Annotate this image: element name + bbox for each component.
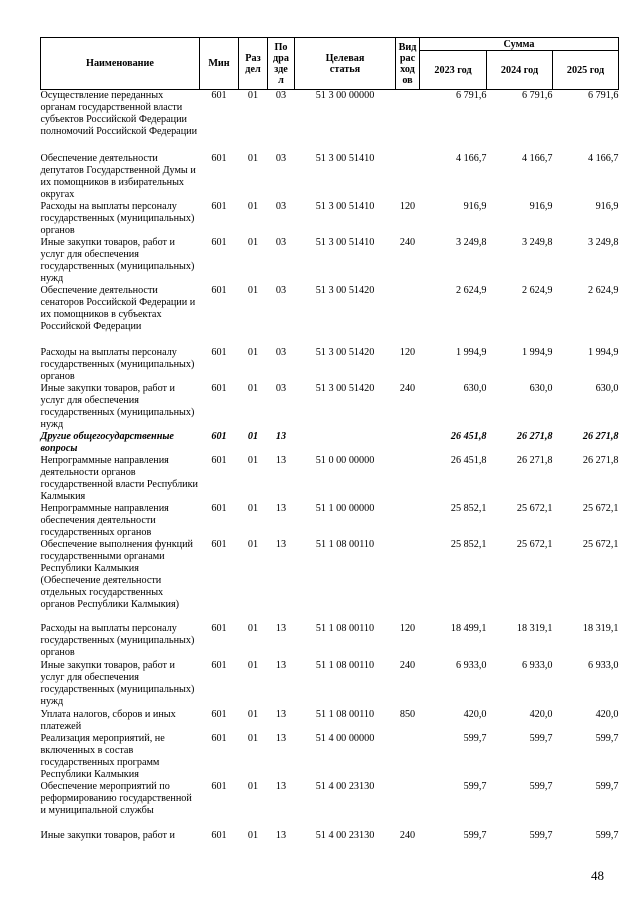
cell-name: Расходы на выплаты персоналу государственных (муниципальных) органов: [40, 622, 195, 658]
cell-2025: 26 271,8: [582, 454, 619, 466]
cell-name: Расходы на выплаты персоналу государственных (муниципальных) органов: [40, 200, 195, 236]
cell-razdel: 01: [247, 152, 259, 164]
cell-target: 51 3 00 51420: [315, 382, 375, 394]
cell-vid: 850: [399, 708, 416, 720]
cell-razdel: 01: [247, 454, 259, 466]
cell-min: 601: [211, 346, 227, 358]
table-row: [41, 201, 619, 237]
table-row: [41, 709, 619, 733]
cell-2024: 26 271,8: [516, 454, 553, 466]
budget-table: [40, 37, 619, 844]
cell-podrazdel: 13: [275, 780, 287, 792]
cell-podrazdel: 03: [275, 152, 287, 164]
cell-razdel: 01: [247, 538, 259, 550]
cell-razdel: 01: [247, 829, 259, 841]
cell-name: Иные закупки товаров, работ и услуг для обеспечения государственных (муниципальных) нужд: [40, 382, 195, 430]
cell-name: Непрограммные направления обеспечения деятельности государственных органов: [40, 502, 169, 538]
cell-name: Уплата налогов, сборов и иных платежей: [40, 708, 176, 732]
cell-target: 51 0 00 00000: [315, 454, 375, 466]
header-razdel: Раз дел: [239, 38, 268, 90]
cell-name: Иные закупки товаров, работ и услуг для обеспечения государственных (муниципальных) нужд: [40, 236, 195, 284]
cell-podrazdel: 13: [275, 502, 287, 514]
cell-vid: 240: [399, 829, 416, 841]
cell-2025: 1 994,9: [587, 346, 619, 358]
table-row: [41, 285, 619, 347]
header-sum: Сумма: [420, 38, 619, 51]
cell-2024: 25 672,1: [516, 538, 553, 550]
cell-2024: 25 672,1: [516, 502, 553, 514]
cell-razdel: 01: [247, 659, 259, 671]
cell-name: Обеспечение мероприятий по реформированию государственной и муниципальной службы: [40, 780, 192, 816]
table-header: [41, 38, 619, 90]
cell-min: 601: [211, 502, 227, 514]
cell-2025: 26 271,8: [582, 430, 619, 442]
cell-min: 601: [211, 284, 227, 296]
cell-2024: 6 933,0: [521, 659, 553, 671]
cell-razdel: 01: [247, 708, 259, 720]
cell-vid: [396, 733, 420, 781]
cell-razdel: 01: [247, 732, 259, 744]
cell-name: Обеспечение деятельности сенаторов Российской Федерации и их помощников в субъектах Российской Федерации: [40, 284, 196, 332]
cell-vid: [396, 539, 420, 623]
cell-target: 51 3 00 51420: [315, 346, 375, 358]
cell-2025: 599,7: [595, 780, 619, 792]
table-row: [41, 830, 619, 844]
cell-razdel: 01: [247, 346, 259, 358]
cell-2025: 6 933,0: [587, 659, 619, 671]
cell-min: 601: [211, 659, 227, 671]
cell-podrazdel: 13: [275, 454, 287, 466]
header-min: Мин: [200, 38, 239, 90]
cell-2025: 18 319,1: [582, 622, 619, 634]
cell-podrazdel: 13: [275, 430, 287, 442]
cell-target: 51 4 00 23130: [315, 829, 375, 841]
cell-name: Иные закупки товаров, работ и услуг для обеспечения государственных (муниципальных) нужд: [40, 659, 195, 707]
table-row: [41, 431, 619, 455]
cell-razdel: 01: [247, 236, 259, 248]
cell-target: 51 3 00 00000: [315, 90, 375, 101]
cell-vid: 240: [399, 236, 416, 248]
cell-2025: 6 791,6: [587, 90, 619, 101]
cell-vid: 120: [399, 346, 416, 358]
cell-2023: 25 852,1: [450, 538, 487, 550]
cell-min: 601: [211, 152, 227, 164]
cell-vid: 240: [399, 382, 416, 394]
cell-min: 601: [211, 236, 227, 248]
cell-2023: 2 624,9: [455, 284, 487, 296]
table-row: [41, 383, 619, 431]
table-row: [41, 539, 619, 623]
cell-razdel: 01: [247, 502, 259, 514]
header-name: Наименование: [41, 38, 200, 90]
cell-vid: [396, 455, 420, 503]
cell-min: 601: [211, 780, 227, 792]
cell-2025: 916,9: [595, 200, 619, 212]
cell-podrazdel: 13: [275, 829, 287, 841]
cell-2025: 630,0: [595, 382, 619, 394]
cell-2024: 6 791,6: [521, 90, 553, 101]
cell-vid: [396, 503, 420, 539]
cell-target: 51 1 08 00110: [315, 659, 375, 671]
cell-min: 601: [211, 622, 227, 634]
cell-podrazdel: 13: [275, 708, 287, 720]
cell-vid: 240: [399, 659, 416, 671]
cell-2025: 2 624,9: [587, 284, 619, 296]
cell-2023: 420,0: [463, 708, 487, 720]
table-row: [41, 733, 619, 781]
cell-vid: [396, 781, 420, 830]
cell-min: 601: [211, 829, 227, 841]
cell-podrazdel: 03: [275, 236, 287, 248]
header-podrazdel: По дра зде л: [268, 38, 295, 90]
cell-name: Обеспечение деятельности депутатов Государственной Думы и их помощников в избирательных округах: [40, 152, 196, 200]
cell-name: Непрограммные направления деятельности органов государственной власти Республики Калмыкия: [40, 454, 199, 502]
page-number: 48: [591, 868, 604, 883]
cell-target: 51 3 00 51410: [315, 200, 375, 212]
cell-target: 51 3 00 51410: [315, 152, 375, 164]
cell-target: 51 1 08 00110: [315, 708, 375, 720]
cell-2024: 26 271,8: [516, 430, 553, 442]
cell-2024: 599,7: [529, 732, 553, 744]
cell-2023: 18 499,1: [450, 622, 487, 634]
cell-2023: 1 994,9: [455, 346, 487, 358]
cell-2023: 25 852,1: [450, 502, 487, 514]
cell-2024: 916,9: [529, 200, 553, 212]
cell-2024: 599,7: [529, 829, 553, 841]
header-2025: 2025 год: [553, 51, 619, 90]
cell-2025: 420,0: [595, 708, 619, 720]
cell-razdel: 01: [247, 90, 259, 101]
header-2023: 2023 год: [420, 51, 487, 90]
cell-razdel: 01: [247, 430, 259, 442]
cell-2023: 599,7: [463, 829, 487, 841]
header-target: Целевая статья: [295, 38, 396, 90]
cell-2024: 4 166,7: [521, 152, 553, 164]
table-row: [41, 237, 619, 285]
cell-2024: 3 249,8: [521, 236, 553, 248]
cell-2024: 420,0: [529, 708, 553, 720]
cell-2024: 599,7: [529, 780, 553, 792]
cell-target: 51 1 00 00000: [315, 502, 375, 514]
cell-vid: 120: [399, 622, 416, 634]
cell-2023: 26 451,8: [450, 454, 487, 466]
cell-2023: 916,9: [463, 200, 487, 212]
cell-target: 51 3 00 51410: [315, 236, 375, 248]
cell-vid: [396, 153, 420, 201]
cell-razdel: 01: [247, 382, 259, 394]
cell-podrazdel: 03: [275, 284, 287, 296]
cell-podrazdel: 03: [275, 382, 287, 394]
cell-2023: 4 166,7: [455, 152, 487, 164]
cell-2025: 599,7: [595, 829, 619, 841]
table-body: [41, 90, 619, 844]
cell-podrazdel: 13: [275, 538, 287, 550]
cell-name: Реализация мероприятий, не включенных в состав государственных программ Республики Калмыкия: [40, 732, 165, 780]
cell-2023: 599,7: [463, 780, 487, 792]
header-vid: Вид рас ход ов: [396, 38, 420, 90]
cell-podrazdel: 13: [275, 622, 287, 634]
cell-target: 51 1 08 00110: [315, 622, 375, 634]
cell-razdel: 01: [247, 622, 259, 634]
table-row: [41, 781, 619, 830]
cell-2023: 6 791,6: [455, 90, 487, 101]
cell-2024: 1 994,9: [521, 346, 553, 358]
cell-2023: 630,0: [463, 382, 487, 394]
cell-2025: 4 166,7: [587, 152, 619, 164]
cell-2023: 6 933,0: [455, 659, 487, 671]
cell-2024: 2 624,9: [521, 284, 553, 296]
table-row: [41, 503, 619, 539]
cell-vid: 120: [399, 200, 416, 212]
cell-name: Осуществление переданных органам государственной власти субъектов Российской Федерации полномочий Российской Федерации: [40, 90, 198, 137]
table-row: [41, 153, 619, 201]
cell-name: Обеспечение выполнения функций государственными органами Республики Калмыкия (Обеспечение деятельности отдельных государственных органов Республики Калмыкия): [40, 538, 193, 610]
cell-target: [295, 431, 396, 455]
cell-target: 51 4 00 00000: [315, 732, 375, 744]
cell-2023: 3 249,8: [455, 236, 487, 248]
cell-podrazdel: 03: [275, 346, 287, 358]
cell-min: 601: [211, 382, 227, 394]
cell-2025: 599,7: [595, 732, 619, 744]
cell-min: 601: [211, 90, 227, 101]
cell-min: 601: [211, 732, 227, 744]
cell-2025: 25 672,1: [582, 502, 619, 514]
cell-name: Расходы на выплаты персоналу государственных (муниципальных) органов: [40, 346, 195, 382]
table-row: [41, 347, 619, 383]
cell-2024: 630,0: [529, 382, 553, 394]
cell-min: 601: [211, 430, 227, 442]
cell-2023: 26 451,8: [450, 430, 487, 442]
cell-vid: [396, 90, 420, 153]
cell-target: 51 4 00 23130: [315, 780, 375, 792]
cell-vid: [396, 285, 420, 347]
cell-podrazdel: 03: [275, 90, 287, 101]
cell-2025: 25 672,1: [582, 538, 619, 550]
cell-min: 601: [211, 538, 227, 550]
cell-min: 601: [211, 454, 227, 466]
cell-target: 51 1 08 00110: [315, 538, 375, 550]
cell-podrazdel: 13: [275, 659, 287, 671]
table-row: [41, 455, 619, 503]
cell-2024: 18 319,1: [516, 622, 553, 634]
cell-name: Иные закупки товаров, работ и: [40, 829, 175, 841]
table-row: [41, 623, 619, 660]
cell-min: 601: [211, 708, 227, 720]
table-row: [41, 660, 619, 709]
cell-target: 51 3 00 51420: [315, 284, 375, 296]
header-2024: 2024 год: [487, 51, 553, 90]
cell-min: 601: [211, 200, 227, 212]
cell-razdel: 01: [247, 284, 259, 296]
cell-2023: 599,7: [463, 732, 487, 744]
cell-podrazdel: 03: [275, 200, 287, 212]
cell-2025: 3 249,8: [587, 236, 619, 248]
cell-name: Другие общегосударственные вопросы: [40, 430, 174, 454]
cell-vid: [396, 431, 420, 455]
cell-razdel: 01: [247, 780, 259, 792]
table-row: [41, 90, 619, 153]
cell-razdel: 01: [247, 200, 259, 212]
cell-podrazdel: 13: [275, 732, 287, 744]
